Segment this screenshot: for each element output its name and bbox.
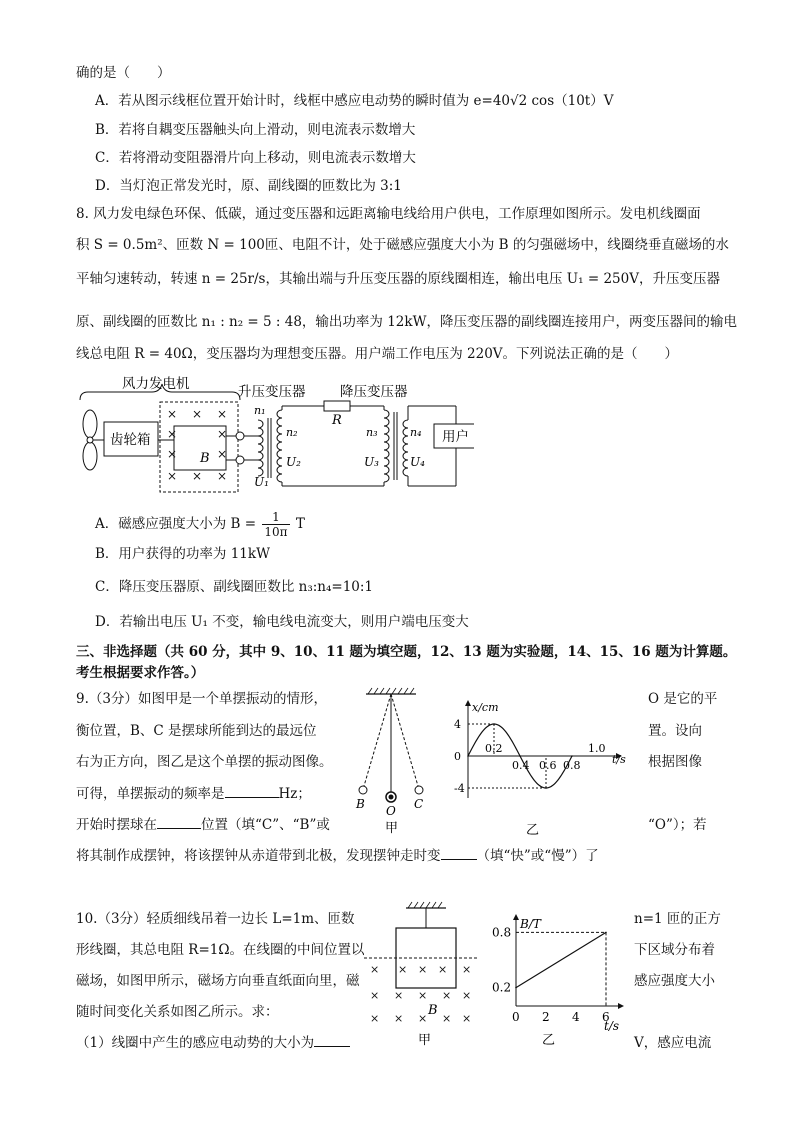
q9-right-line-4: “O”）；若 (648, 817, 707, 833)
oscillation-chart (448, 694, 638, 844)
data-point (467, 755, 469, 757)
data-point (545, 787, 547, 789)
q10-left-line-1: 10.（3分）轻质细线吊着一边长 L=1m、匝数 (76, 911, 355, 927)
svg-text:×: × (167, 407, 178, 421)
data-point (605, 932, 607, 934)
x-tick-label: 0.8 (563, 759, 581, 772)
frequency-answer-blank[interactable] (225, 785, 279, 798)
axis-arrow (513, 914, 519, 920)
q10-right-line-1: n=1 匝的正方 (634, 911, 721, 927)
q8-option-b: B．用户获得的功率为 11kW (95, 546, 270, 562)
axis-arrow (465, 700, 471, 706)
figure-jia-label: 甲 (385, 821, 399, 834)
svg-text:×: × (370, 963, 380, 976)
x-tick-label: 2 (542, 1010, 550, 1024)
q10-left-line-5 (76, 1034, 350, 1052)
svg-text:×: × (192, 407, 203, 421)
svg-text:×: × (192, 469, 203, 483)
q7-option-b: B．若将自耦变压器触头向上滑动，则电流表示数增大 (95, 122, 416, 138)
u4-label: U₄ (410, 455, 425, 469)
x-axis-label: t/s (604, 1019, 620, 1033)
figure-yi-label: 乙 (526, 823, 540, 838)
clock-answer-blank[interactable] (441, 847, 477, 860)
svg-text:×: × (462, 989, 472, 1002)
svg-text:×: × (418, 963, 428, 976)
svg-text:×: × (217, 469, 228, 483)
section-3-heading-line-1: 三、非选择题（共 60 分，其中 9、10、11 题为填空题，12、13 题为实验题，14、15、16 题为计算题。 (76, 644, 737, 660)
r-label: R (332, 413, 342, 428)
x-axis-label: t/s (612, 753, 626, 766)
x-tick-label: 0.4 (512, 759, 530, 772)
coil-field-figure (362, 898, 482, 1048)
q10-emf-text: （1）线圈中产生的感应电动势的大小为 (76, 1035, 315, 1051)
q9-frequency-text: 可得，单摆振动的频率是 (76, 786, 225, 802)
n4-label: n₄ (410, 426, 422, 439)
pendulum-figure (350, 684, 440, 834)
n2-label: n₂ (286, 426, 298, 439)
u2-label: U₂ (286, 455, 301, 469)
propeller-icon (83, 410, 104, 470)
q10-right-line-3: 感应强度大小 (634, 973, 715, 989)
series-line-b-t (516, 932, 606, 987)
section-3-heading-line-2: 考生根据要求作答。） (76, 665, 205, 681)
q7-option-a: A．若从图示线框位置开始计时，线框中感应电动势的瞬时值为 e=40√2 cos（10t）V (95, 93, 614, 109)
figure-yi-label: 乙 (542, 1033, 556, 1048)
point-o-label: O (386, 804, 396, 818)
q10-right-line-2: 下区域分布着 (634, 942, 715, 958)
q7-stem-tail: 确的是（ ） (76, 65, 171, 81)
svg-text:×: × (438, 963, 448, 976)
q8-option-a-text: A．磁感应强度大小为 B = (95, 516, 257, 532)
gearbox-label: 齿轮箱 (110, 432, 151, 448)
svg-text:×: × (418, 989, 428, 1002)
user-label: 用户 (442, 429, 469, 445)
q9-start-text: 开始时摆球在 (76, 817, 157, 833)
x-tick-label: 0 (512, 1010, 520, 1024)
svg-text:×: × (398, 963, 408, 976)
data-point (493, 723, 495, 725)
svg-text:×: × (217, 427, 228, 441)
y-tick-label: 0.2 (492, 980, 512, 995)
figure-jia-label: 甲 (418, 1033, 432, 1048)
q8-option-a-unit: T (295, 516, 305, 532)
q9-right-line-2: 置。设向 (648, 723, 702, 739)
q8-option-c: C．降压变压器原、副线圈匝数比 n₃:n₄=10:1 (95, 579, 374, 595)
x-tick-label: 0.6 (539, 759, 557, 772)
y-tick-label: 4 (454, 718, 461, 731)
svg-text:×: × (394, 989, 404, 1002)
svg-text:×: × (370, 1012, 380, 1025)
point-c-label: C (414, 797, 424, 811)
q10-left-line-3: 磁场，如图甲所示，磁场方向垂直纸面向里，磁 (76, 973, 360, 989)
svg-text:×: × (167, 469, 178, 483)
data-point (571, 755, 573, 757)
y-tick-label: 0 (454, 750, 461, 763)
u3-label: U₃ (364, 455, 379, 469)
data-point (519, 755, 521, 757)
n1-label: n₁ (254, 404, 266, 417)
q7-option-d: D．当灯泡正常发光时，原、副线圈的匝数比为 3:1 (95, 178, 402, 194)
u1-label: U₁ (254, 475, 269, 489)
svg-text:×: × (442, 1012, 452, 1025)
q9-last-line (76, 847, 599, 865)
step-down-transformer-label: 降压变压器 (340, 384, 408, 400)
q9-clock-hint: （填“快”或“慢”）了 (476, 848, 599, 864)
axis-arrow (618, 1003, 624, 1009)
q9-left-line-4 (76, 785, 311, 803)
point-b-label: B (356, 797, 365, 811)
x-tick-label: 6 (602, 1010, 610, 1024)
q10-right-line-5: V，感应电流 (634, 1035, 712, 1051)
q9-right-line-1: O 是它的平 (648, 691, 718, 707)
q8-stem-line-5: 线总电阻 R = 40Ω，变压器均为理想变压器。用户端工作电压为 220V。下列说法正确的是（ ） (76, 346, 679, 362)
q8-stem-line-3: 平轴匀速转动，转速 n = 25r/s，其输出端与升压变压器的原线圈相连，输出电压 U₁ = 250V，升压变压器 (76, 271, 720, 287)
svg-text:×: × (370, 989, 380, 1002)
fraction-numerator: 1 (262, 510, 289, 525)
q9-clock-text: 将其制作成摆钟，将该摆钟从赤道带到北极，发现摆钟走时变 (76, 848, 441, 864)
svg-text:×: × (418, 1012, 428, 1025)
q8-stem-line-4: 原、副线圈的匝数比 n₁ : n₂ = 5 : 48，输出功率为 12kW，降压变压器的副线圈连接用户，两变压器间的输电 (76, 314, 737, 330)
svg-text:×: × (442, 989, 452, 1002)
wind-power-circuit-diagram (74, 374, 474, 496)
q8-option-d: D．若输出电压 U₁ 不变，输电线电流变大，则用户端电压变大 (95, 614, 469, 630)
emf-answer-blank[interactable] (314, 1034, 350, 1047)
resistor-r (324, 401, 350, 411)
y-tick-label: -4 (454, 782, 465, 795)
q9-left-line-5 (76, 816, 330, 834)
svg-text:×: × (217, 447, 228, 461)
svg-text:×: × (217, 407, 228, 421)
field-b-label: B (428, 1003, 438, 1018)
q9-position-hint: 位置（填“C”、“B”或 (201, 817, 330, 833)
q9-right-line-3: 根据图像 (648, 754, 702, 770)
q8-option-a (95, 510, 305, 539)
magnetic-field-crosses (167, 407, 227, 483)
step-up-transformer-label: 升压变压器 (238, 384, 306, 400)
q10-left-line-2: 形线圈，其总电阻 R=1Ω。在线圈的中间位置以 (76, 942, 365, 958)
q8-stem-line-1: 8. 风力发电绿色环保、低碳，通过变压器和远距离输电线给用户供电，工作原理如图所示。发电机线圈面 (76, 206, 701, 222)
q10-left-line-4: 随时间变化关系如图乙所示。求： (76, 1004, 279, 1020)
y-axis-label: x/cm (472, 701, 499, 714)
q9-hz-unit: Hz； (278, 786, 311, 802)
fraction (262, 510, 289, 539)
svg-text:×: × (167, 427, 178, 441)
y-axis-label: B/T (520, 917, 541, 931)
svg-text:×: × (462, 1012, 472, 1025)
position-answer-blank[interactable] (157, 816, 201, 829)
q8-stem-line-2: 积 S = 0.5m²、匝数 N = 100匝、电阻不计，处于磁感应强度大小为 B 的匀强磁场中，线圈绕垂直磁场的水 (76, 237, 729, 253)
x-tick-label: 4 (572, 1010, 580, 1024)
svg-text:×: × (394, 1012, 404, 1025)
fraction-denominator: 10π (264, 525, 288, 539)
field-b-label: B (200, 451, 210, 466)
svg-text:×: × (167, 447, 178, 461)
b-t-chart (486, 908, 632, 1048)
y-tick-label: 0.8 (492, 925, 512, 940)
n3-label: n₃ (366, 426, 378, 439)
svg-text:×: × (462, 963, 472, 976)
data-point (515, 987, 517, 989)
q9-left-line-3: 右为正方向，图乙是这个单摆的振动图像。 (76, 754, 333, 770)
q7-option-c: C．若将滑动变阻器滑片向上移动，则电流表示数增大 (95, 150, 416, 166)
x-tick-label: 0.2 (485, 742, 503, 755)
x-tick-label: 1.0 (588, 742, 606, 755)
q9-left-line-2: 衡位置，B、C 是摆球所能到达的最远位 (76, 723, 317, 739)
generator-label: 风力发电机 (122, 376, 190, 392)
q9-left-line-1: 9.（3分）如图甲是一个单摆振动的情形， (76, 691, 327, 707)
